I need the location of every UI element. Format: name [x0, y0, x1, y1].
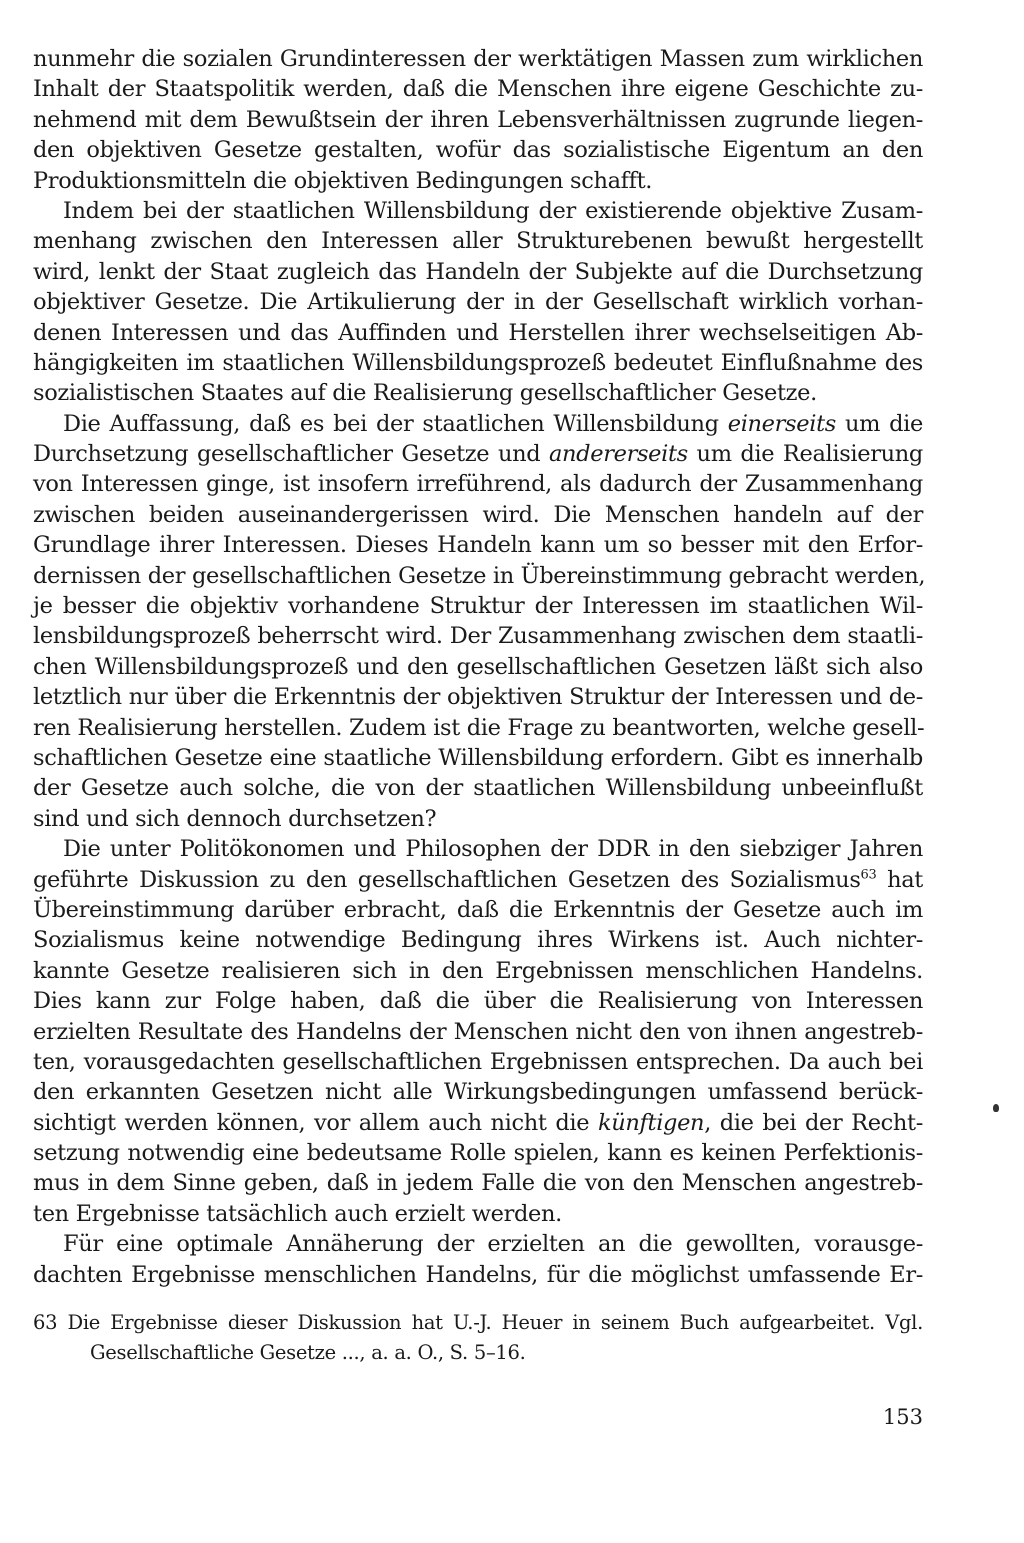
- text-line: Durchsetzung gesellschaftlicher Gesetze und andererseits um die Realisierung: [33, 441, 923, 468]
- text-line: letztlich nur über die Erkenntnis der objektiven Struktur der Interessen und de-: [33, 684, 923, 711]
- text-line: chen Willensbildungsprozeß und den gesellschaftlichen Gesetzen läßt sich also: [33, 653, 923, 680]
- body-text: [33, 44, 926, 1290]
- text-line: Dies kann zur Folge haben, daß die über die Realisierung von Interessen: [33, 988, 923, 1015]
- text-line: objektiver Gesetze. Die Artikulierung der in der Gesellschaft wirklich vorhan-: [33, 289, 923, 316]
- footnote-reference[interactable]: 63: [860, 867, 877, 883]
- text-line: schaftlichen Gesetze eine staatliche Willensbildung erfordern. Gibt es innerhalb: [33, 744, 923, 771]
- text-line: der Gesetze auch solche, die von der staatlichen Willensbildung unbeeinflußt: [33, 775, 923, 802]
- text-line: sichtigt werden können, vor allem auch nicht die künftigen, die bei der Recht-: [33, 1109, 924, 1136]
- footnote-line: Gesellschaftliche Gesetze ..., a. a. O., S. 5–16.: [90, 1341, 526, 1364]
- text-line: dernissen der gesellschaftlichen Gesetze in Übereinstimmung gebracht werden,: [33, 562, 926, 589]
- text-line: dachten Ergebnisse menschlichen Handelns, für die möglichst umfassende Er-: [33, 1261, 923, 1288]
- text-line: nehmend mit dem Bewußtsein der ihren Lebensverhältnissen zugrunde liegen-: [33, 106, 923, 133]
- footnote-number: 63: [33, 1311, 58, 1334]
- text-line: lensbildungsprozeß beherrscht wird. Der Zusammenhang zwischen dem staatli-: [33, 623, 923, 650]
- text-line: Inhalt der Staatspolitik werden, daß die Menschen ihre eigene Geschichte zu-: [33, 76, 923, 103]
- text-line: Die unter Politökonomen und Philosophen der DDR in den siebziger Jahren: [63, 836, 923, 863]
- text-line: den erkannten Gesetzen nicht alle Wirkungsbedingungen umfassend berück-: [33, 1079, 923, 1106]
- text-line: menhang zwischen den Interessen aller Strukturebenen bewußt hergestellt: [33, 228, 923, 255]
- text-line: wird, lenkt der Staat zugleich das Handeln der Subjekte auf die Durchsetzung: [33, 258, 923, 285]
- text-line: zwischen beiden auseinandergerissen wird. Die Menschen handeln auf der: [33, 501, 923, 528]
- text-line: ren Realisierung herstellen. Zudem ist die Frage zu beantworten, welche gesell-: [33, 714, 925, 741]
- text-line: setzung notwendig eine bedeutsame Rolle spielen, kann es keinen Perfektionis-: [33, 1140, 923, 1167]
- page-number: 153: [882, 1405, 923, 1429]
- text-line: ten, vorausgedachten gesellschaftlichen Ergebnissen entsprechen. Da auch bei: [33, 1048, 923, 1075]
- text-line: sind und sich dennoch durchsetzen?: [33, 805, 437, 832]
- margin-mark: [993, 1104, 999, 1112]
- text-line: Die Auffassung, daß es bei der staatlichen Willensbildung einerseits um die: [63, 410, 923, 437]
- text-line: den objektiven Gesetze gestalten, wofür das sozialistische Eigentum an den: [33, 137, 923, 164]
- text-line: Grundlage ihrer Interessen. Dieses Handeln kann um so besser mit den Erfor-: [33, 532, 923, 559]
- text-line: nunmehr die sozialen Grundinteressen der werktätigen Massen zum wirklichen: [33, 46, 923, 72]
- footnote-line: [33, 1308, 923, 1338]
- text-line: sozialistischen Staates auf die Realisierung gesellschaftlicher Gesetze.: [33, 380, 817, 407]
- text-line: hängigkeiten im staatlichen Willensbildungsprozeß bedeutet Einflußnahme des: [33, 349, 923, 376]
- text-line: je besser die objektiv vorhandene Struktur der Interessen im staatlichen Wil-: [33, 593, 923, 620]
- footnotes: [33, 1308, 923, 1368]
- emphasized-word: künftigen: [597, 1109, 705, 1136]
- text-line: Indem bei der staatlichen Willensbildung der existierende objektive Zusam-: [63, 197, 923, 224]
- text-line: erzielten Resultate des Handelns der Menschen nicht den von ihnen angestreb-: [33, 1018, 923, 1045]
- text-line: ten Ergebnisse tatsächlich auch erzielt werden.: [33, 1200, 562, 1227]
- text-line: Für eine optimale Annäherung der erzielten an die gewollten, vorausge-: [63, 1231, 923, 1258]
- text-line: denen Interessen und das Auffinden und Herstellen ihrer wechselseitigen Ab-: [33, 319, 923, 346]
- emphasized-word: andererseits: [548, 441, 688, 468]
- text-line: kannte Gesetze realisieren sich in den Ergebnissen menschlichen Handelns.: [33, 957, 923, 984]
- text-line: Übereinstimmung darüber erbracht, daß die Erkenntnis der Gesetze auch im: [33, 896, 923, 923]
- footnote-text: Die Ergebnisse dieser Diskussion hat U.-J. Heuer in seinem Buch aufgearbeitet. Vgl.: [67, 1311, 923, 1334]
- text-line: Sozialismus keine notwendige Bedingung ihres Wirkens ist. Auch nichter-: [33, 927, 923, 954]
- text-line: geführte Diskussion zu den gesellschaftlichen Gesetzen des Sozialismus$^{63}$ hat: [33, 866, 923, 893]
- text-line: mus in dem Sinne geben, daß in jedem Falle die von den Menschen angestreb-: [33, 1170, 923, 1197]
- text-line: Produktionsmitteln die objektiven Bedingungen schafft.: [33, 167, 653, 194]
- emphasized-word: einerseits: [727, 410, 836, 437]
- text-line: von Interessen ginge, ist insofern irreführend, als dadurch der Zusammenhang: [33, 471, 923, 498]
